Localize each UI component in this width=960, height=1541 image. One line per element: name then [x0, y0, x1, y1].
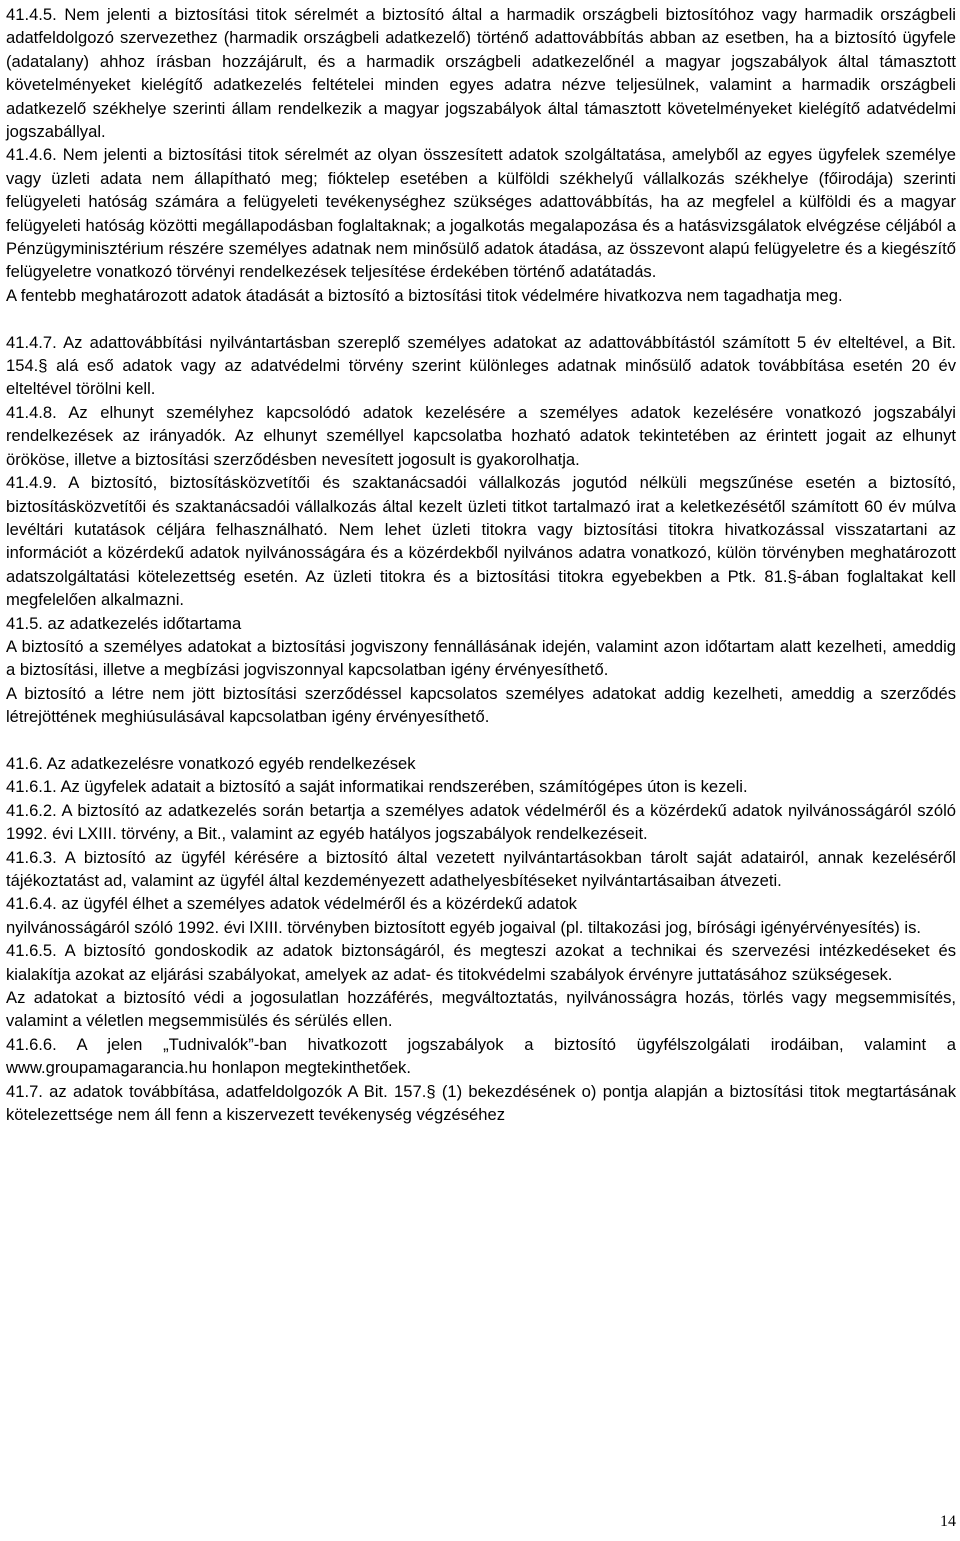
paragraph-41-6-1: 41.6.1. Az ügyfelek adatait a biztosító a saját informatikai rendszerében, számítógépes úton is kezeli.	[6, 777, 748, 797]
paragraph-41-4-6: 41.4.6. Nem jelenti a biztosítási titok sérelmét az olyan összesített adatok szolgáltatása, amelyből az egyes ügyfelek személye vagy üzleti adata nem állapítható meg; fióktelep esetében a külföldi székhelyű vállalkozás székhelye (főirodája) szerinti felügyeleti hatóság számára a felügyeleti tevékenységhez szükséges adattovábbítás, ha az megfelel a külföldi és a magyar felügyeleti hatóság közötti megállapodásban foglaltaknak; a jogalkotás megalapozása és a hatásvizsgálatok elvégzése céljából a Pénzügyminisztérium részére személyes adatnak nem minősülő adatok átadása, az összevont alapú felügyeletre és a kiegészítő felügyeletre vonatkozó törvényi rendelkezések teljesítése érdekében történő adatátadás.	[6, 145, 956, 282]
section-heading-41-6: 41.6. Az adatkezelésre vonatkozó egyéb rendelkezések	[6, 753, 416, 773]
paragraph-41-6-3: 41.6.3. A biztosító az ügyfél kérésére a biztosító által vezetett nyilvántartásokban tárolt saját adatairól, annak kezeléséről tájékoztatást ad, valamint az ügyfél által kezdeményezett adathelyesbítéseket nyilvántartásaiban átvezeti.	[6, 847, 956, 890]
paragraph-41-6-5: 41.6.5. A biztosító gondoskodik az adatok biztonságáról, és megteszi azokat a technikai és szervezési intézkedéseket és kialakítja azokat az eljárási szabályokat, amelyek az adat- és titokvédelmi szabályok érvényre juttatásához szükségesek.	[6, 941, 956, 984]
paragraph-41-4-5: 41.4.5. Nem jelenti a biztosítási titok sérelmét a biztosító által a harmadik országbeli biztosítóhoz vagy harmadik országbeli adatfeldolgozó szervezethez (harmadik országbeli adatkezelő) történő adattovábbítás abban az esetben, ha a biztosító ügyfele (adatalany) ahhoz írásban hozzájárult, és a harmadik országbeli adatkezelőnél a magyar jogszabályok által támasztott követelményeket kielégítő adatkezelés feltételei minden egyes adatra nézve teljesülnek, valamint a harmadik országbeli adatkezelő székhelye szerinti állam rendelkezik a magyar jogszabályok által támasztott követelményeket kielégítő adatvédelmi jogszabállyal.	[6, 5, 956, 142]
paragraph-data-protection: Az adatokat a biztosító védi a jogosulatlan hozzáférés, megváltoztatás, nyilvánosságra hozás, törlés vagy megsemmisítés, valamint a véletlen megsemmisülés és sérülés ellen.	[6, 988, 956, 1031]
paragraph-41-6-4-continued: nyilvánosságáról szóló 1992. évi lXIII. törvényben biztosított egyéb jogaival (pl. tiltakozási jog, bírósági igényérvényesítés) is.	[6, 917, 921, 937]
document-page	[6, 3, 956, 1126]
paragraph-41-6-6: 41.6.6. A jelen „Tudnivalók”-ban hivatkozott jogszabályok a biztosító ügyfélszolgálati irodáiban, valamint a www.groupamagarancia.hu honlapon megtekinthetőek.	[6, 1034, 956, 1078]
page-number: 14	[940, 1513, 956, 1530]
paragraph-failed-contract-data: A biztosító a létre nem jött biztosítási szerződéssel kapcsolatos személyes adatokat addig kezelheti, ameddig a szerződés létrejöttének meghiúsulásával kapcsolatban igény érvényesíthető.	[6, 683, 956, 727]
paragraph-41-4-8: 41.4.8. Az elhunyt személyhez kapcsolódó adatok kezelésére a személyes adatok kezelésére vonatkozó jogszabályi rendelkezések az irányadók. Az elhunyt személlyel kapcsolatba hozható adatok tekintetében az érintett jogait az elhunyt örököse, illetve a biztosítási szerződésben nevesített jogosult is gyakorolhatja.	[6, 402, 956, 469]
paragraph-41-6-2: 41.6.2. A biztosító az adatkezelés során betartja a személyes adatok védelméről és a közérdekű adatok nyilvánosságáról szóló 1992. évi LXIII. törvény, a Bit., valamint az egyéb hatályos jogszabályok rendelkezéseit.	[6, 800, 956, 844]
paragraph-41-4-9: 41.4.9. A biztosító, biztosításközvetítői és szaktanácsadói vállalkozás jogutód nélküli megszűnése esetén a biztosító, biztosításközvetítői és szaktanácsadói vállalkozás által kezelt üzleti titkot tartalmazó irat a keletkezésétől számított 60 év múlva levéltári kutatások céljára felhasználható. Nem lehet üzleti titokra vagy biztosítási titokra hivatkozással visszatartani az információt a közérdekű adatok nyilvánosságára és a közérdekből nyilvános adatra vonatkozó, külön törvényben meghatározott adatszolgáltatási kötelezettség esetén. Az üzleti titokra és a biztosítási titokra egyebekben a Ptk. 81.§-ában foglaltakat kell megfelelően alkalmazni.	[6, 473, 956, 610]
paragraph-41-4-7: 41.4.7. Az adattovábbítási nyilvántartásban szereplő személyes adatokat az adattovábbítástól számított 5 év elteltével, a Bit. 154.§ alá eső adatok vagy az adatvédelmi törvény szerint különleges adatnak minősülő adatok továbbítása esetén 20 év elteltével törölni kell.	[6, 332, 956, 399]
paragraph-41-7: 41.7. az adatok továbbítása, adatfeldolgozók A Bit. 157.§ (1) bekezdésének o) pontja alapján a biztosítási titok megtartásának kötelezettsége nem áll fenn a kiszervezett tevékenység végzéséhez	[6, 1081, 956, 1125]
section-heading-41-5: 41.5. az adatkezelés időtartama	[6, 613, 242, 633]
paragraph-data-transfer-refusal: A fentebb meghatározott adatok átadását a biztosító a biztosítási titok védelmére hivatkozva nem tagadhatja meg.	[6, 285, 843, 305]
paragraph-41-6-4: 41.6.4. az ügyfél élhet a személyes adatok védelméről és a közérdekű adatok	[6, 894, 577, 914]
paragraph-retention-period: A biztosító a személyes adatokat a biztosítási jogviszony fennállásának idején, valamint azon időtartam alatt kezelheti, ameddig a biztosítási, illetve a megbízási jogviszonnyal kapcsolatban igény érvényesíthető.	[6, 636, 956, 680]
